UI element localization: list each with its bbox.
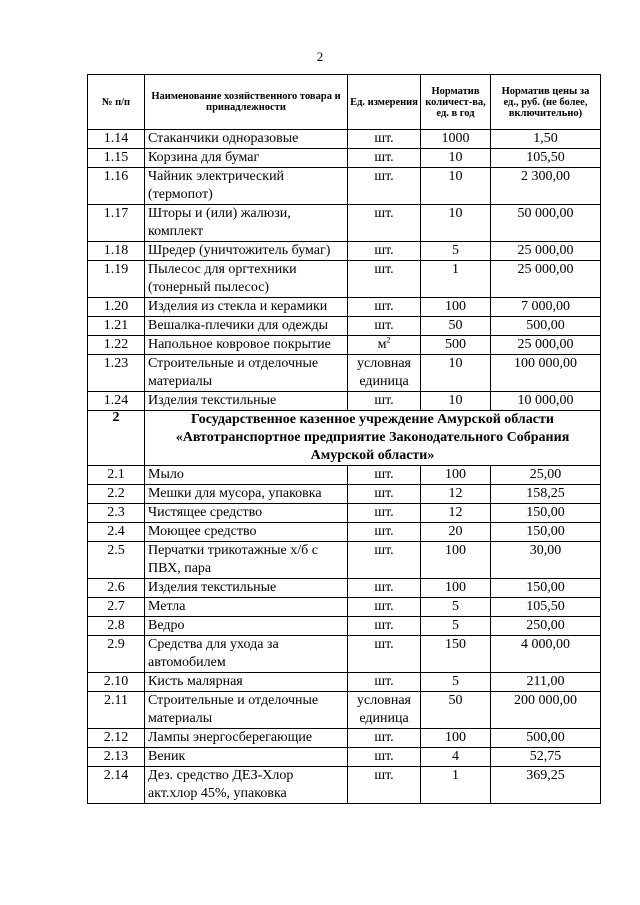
row-number	[88, 617, 145, 636]
unit-of-measure	[348, 336, 421, 355]
unit-of-measure	[348, 636, 421, 673]
row-number-text: 1.15	[103, 150, 129, 165]
row-number-text: 1.14	[103, 131, 129, 146]
unit-of-measure	[348, 617, 421, 636]
price-norm	[491, 636, 601, 673]
quantity-norm	[421, 205, 491, 242]
price-norm	[491, 392, 601, 411]
item-name-text: Дез. средство ДЕЗ-Хлор акт.хлор 45%, упаковка	[148, 768, 294, 801]
unit-of-measure	[348, 168, 421, 205]
table-row	[88, 579, 601, 598]
price-norm	[491, 130, 601, 149]
unit-of-measure	[348, 748, 421, 767]
table-row	[88, 504, 601, 523]
quantity-norm	[421, 336, 491, 355]
price-norm	[491, 729, 601, 748]
unit-of-measure	[348, 542, 421, 579]
row-number	[88, 673, 145, 692]
price-norm	[491, 242, 601, 261]
item-name	[145, 617, 348, 636]
table-row	[88, 729, 601, 748]
quantity-norm	[421, 130, 491, 149]
section-title-line: Амурской области»	[310, 448, 435, 463]
unit-of-measure-text: шт.	[374, 543, 394, 558]
price-norm	[491, 692, 601, 729]
table-row	[88, 673, 601, 692]
row-number-text: 2.10	[103, 674, 129, 689]
item-name	[145, 261, 348, 298]
price-norm	[491, 261, 601, 298]
header-unit: Ед. измерения	[348, 75, 421, 130]
row-number	[88, 261, 145, 298]
unit-of-measure	[348, 149, 421, 168]
quantity-norm-text: 10	[448, 206, 463, 221]
quantity-norm-text: 100	[445, 580, 466, 595]
quantity-norm-text: 5	[452, 599, 459, 614]
unit-of-measure	[348, 261, 421, 298]
item-name	[145, 149, 348, 168]
price-norm-text: 52,75	[529, 749, 562, 764]
table-row	[88, 317, 601, 336]
price-norm	[491, 168, 601, 205]
item-name-text: Пылесос для оргтехники (тонерный пылесос)	[148, 262, 297, 295]
quantity-norm-text: 10	[448, 393, 463, 408]
unit-of-measure-text: шт.	[374, 580, 394, 595]
item-name-text: Корзина для бумаг	[148, 150, 260, 165]
row-number-text: 1.16	[103, 169, 129, 184]
price-norm	[491, 149, 601, 168]
unit-of-measure-text: шт.	[374, 637, 394, 652]
item-name	[145, 355, 348, 392]
unit-of-measure-text: шт.	[374, 505, 394, 520]
price-norm	[491, 617, 601, 636]
price-norm-text: 200 000,00	[514, 693, 577, 708]
item-name-text: Мыло	[148, 467, 184, 482]
row-number-text: 1.18	[103, 243, 129, 258]
row-number-text: 1.21	[103, 318, 129, 333]
table-row	[88, 466, 601, 485]
section2-header	[88, 411, 601, 466]
unit-of-measure-text: шт.	[374, 131, 394, 146]
quantity-norm-text: 5	[452, 674, 459, 689]
row-number-text: 2.6	[107, 580, 125, 595]
item-name	[145, 466, 348, 485]
table-row	[88, 355, 601, 392]
unit-of-measure-text: шт.	[374, 262, 394, 277]
price-norm-text: 7 000,00	[521, 299, 570, 314]
quantity-norm	[421, 523, 491, 542]
unit-of-measure-text: шт.	[374, 467, 394, 482]
quantity-norm-text: 12	[448, 486, 463, 501]
row-number-text: 1.23	[103, 356, 129, 371]
unit-of-measure-text: м	[377, 337, 387, 352]
unit-of-measure	[348, 598, 421, 617]
quantity-norm-text: 10	[448, 150, 463, 165]
row-number-text: 2.13	[103, 749, 129, 764]
quantity-norm-text: 1	[452, 768, 459, 783]
unit-of-measure	[348, 504, 421, 523]
price-norm-text: 25 000,00	[517, 243, 574, 258]
unit-of-measure	[348, 205, 421, 242]
unit-of-measure-text: шт.	[374, 749, 394, 764]
item-name-text: Строительные и отделочные материалы	[148, 693, 319, 726]
unit-of-measure	[348, 523, 421, 542]
price-norm-text: 25,00	[529, 467, 562, 482]
unit-of-measure	[348, 298, 421, 317]
unit-of-measure-text: шт.	[374, 524, 394, 539]
section-row	[88, 411, 601, 466]
quantity-norm	[421, 466, 491, 485]
price-norm	[491, 485, 601, 504]
norms-table	[87, 74, 601, 804]
price-norm	[491, 504, 601, 523]
row-number	[88, 636, 145, 673]
quantity-norm	[421, 504, 491, 523]
item-name	[145, 542, 348, 579]
quantity-norm-text: 5	[452, 243, 459, 258]
price-norm-text: 100 000,00	[514, 356, 577, 371]
row-number	[88, 130, 145, 149]
quantity-norm	[421, 168, 491, 205]
item-name	[145, 392, 348, 411]
price-norm	[491, 466, 601, 485]
unit-of-measure-text: шт.	[374, 730, 394, 745]
item-name	[145, 523, 348, 542]
unit-of-measure-text: шт.	[374, 768, 394, 783]
table-row	[88, 523, 601, 542]
price-norm-text: 25 000,00	[517, 262, 574, 277]
price-norm	[491, 205, 601, 242]
quantity-norm	[421, 636, 491, 673]
row-number	[88, 466, 145, 485]
quantity-norm	[421, 298, 491, 317]
price-norm	[491, 673, 601, 692]
price-norm-text: 10 000,00	[517, 393, 574, 408]
quantity-norm-text: 150	[445, 637, 466, 652]
section-title	[145, 411, 601, 466]
page-number: 2	[316, 49, 324, 64]
item-name	[145, 317, 348, 336]
row-number	[88, 504, 145, 523]
item-name	[145, 767, 348, 804]
item-name	[145, 673, 348, 692]
quantity-norm-text: 1	[452, 262, 459, 277]
row-number	[88, 485, 145, 504]
section-title-line: «Автотранспортное предприятие Законодательного Собрания	[175, 430, 570, 445]
price-norm-text: 2 300,00	[521, 169, 570, 184]
quantity-norm	[421, 729, 491, 748]
unit-of-measure	[348, 729, 421, 748]
row-number	[88, 355, 145, 392]
price-norm-text: 150,00	[526, 580, 565, 595]
price-norm-text: 1,50	[533, 131, 558, 146]
row-number-text: 2.8	[107, 618, 125, 633]
price-norm	[491, 598, 601, 617]
row-number	[88, 149, 145, 168]
unit-of-measure	[348, 392, 421, 411]
item-name-text: Моющее средство	[148, 524, 257, 539]
table-row	[88, 617, 601, 636]
quantity-norm	[421, 748, 491, 767]
row-number-text: 2.4	[107, 524, 125, 539]
unit-of-measure-text: шт.	[374, 674, 394, 689]
quantity-norm-text: 10	[448, 169, 463, 184]
item-name-text: Вешалка-плечики для одежды	[148, 318, 328, 333]
row-number-text: 2.5	[107, 543, 125, 558]
table-row	[88, 205, 601, 242]
row-number	[88, 205, 145, 242]
table-row	[88, 392, 601, 411]
price-norm-text: 369,25	[526, 768, 565, 783]
item-name	[145, 168, 348, 205]
row-number	[88, 748, 145, 767]
unit-of-measure-text: шт.	[374, 599, 394, 614]
unit-of-measure-text: шт.	[374, 486, 394, 501]
row-number-text: 1.17	[103, 206, 129, 221]
table-row	[88, 485, 601, 504]
unit-superscript: 2	[386, 335, 391, 345]
item-name	[145, 242, 348, 261]
item-name-text: Ведро	[148, 618, 185, 633]
unit-of-measure-text: условная единица	[357, 693, 411, 726]
unit-of-measure	[348, 692, 421, 729]
item-name-text: Шторы и (или) жалюзи, комплект	[148, 206, 291, 239]
price-norm-text: 250,00	[526, 618, 565, 633]
unit-of-measure	[348, 485, 421, 504]
row-number	[88, 168, 145, 205]
table-header-row	[88, 75, 601, 130]
price-norm-text: 30,00	[529, 543, 562, 558]
item-name-text: Кисть малярная	[148, 674, 243, 689]
quantity-norm	[421, 673, 491, 692]
item-name	[145, 485, 348, 504]
item-name	[145, 298, 348, 317]
price-norm-text: 105,50	[526, 599, 565, 614]
unit-of-measure-text: шт.	[374, 299, 394, 314]
item-name	[145, 504, 348, 523]
row-number-text: 2.11	[104, 693, 128, 708]
quantity-norm-text: 20	[448, 524, 463, 539]
item-name-text: Напольное ковровое покрытие	[148, 337, 331, 352]
price-norm	[491, 542, 601, 579]
quantity-norm-text: 12	[448, 505, 463, 520]
unit-of-measure	[348, 130, 421, 149]
unit-of-measure-text: шт.	[374, 618, 394, 633]
item-name-text: Изделия текстильные	[148, 580, 277, 595]
quantity-norm-text: 500	[445, 337, 466, 352]
row-number-text: 1.24	[103, 393, 129, 408]
price-norm	[491, 336, 601, 355]
price-norm-text: 500,00	[526, 730, 565, 745]
item-name-text: Чистящее средство	[148, 505, 263, 520]
quantity-norm	[421, 767, 491, 804]
item-name-text: Строительные и отделочные материалы	[148, 356, 319, 389]
row-number-text: 1.20	[103, 299, 129, 314]
quantity-norm-text: 50	[448, 318, 463, 333]
row-number	[88, 317, 145, 336]
price-norm	[491, 355, 601, 392]
unit-of-measure	[348, 355, 421, 392]
header-name: Наименование хозяйственного товара и принадлежности	[145, 75, 348, 130]
item-name-text: Мешки для мусора, упаковка	[148, 486, 322, 501]
price-norm-text: 150,00	[526, 524, 565, 539]
quantity-norm-text: 4	[452, 749, 459, 764]
price-norm-text: 50 000,00	[517, 206, 574, 221]
quantity-norm-text: 5	[452, 618, 459, 633]
row-number	[88, 579, 145, 598]
item-name-text: Изделия текстильные	[148, 393, 277, 408]
quantity-norm	[421, 355, 491, 392]
section-number: 2	[88, 411, 145, 466]
table-row	[88, 130, 601, 149]
row-number-text: 1.19	[103, 262, 129, 277]
unit-of-measure-text: шт.	[374, 393, 394, 408]
row-number-text: 2.14	[103, 768, 129, 783]
quantity-norm	[421, 485, 491, 504]
row-number	[88, 542, 145, 579]
unit-of-measure-text: шт.	[374, 206, 394, 221]
table-row	[88, 542, 601, 579]
unit-of-measure-text: шт.	[374, 150, 394, 165]
table-row	[88, 336, 601, 355]
table-row	[88, 168, 601, 205]
unit-of-measure-text: условная единица	[357, 356, 411, 389]
price-norm	[491, 748, 601, 767]
price-norm-text: 150,00	[526, 505, 565, 520]
unit-of-measure	[348, 579, 421, 598]
item-name-text: Лампы энергосберегающие	[148, 730, 313, 745]
unit-of-measure-text: шт.	[374, 243, 394, 258]
item-name-text: Чайник электрический (термопот)	[148, 169, 285, 202]
price-norm	[491, 579, 601, 598]
price-norm-text: 500,00	[526, 318, 565, 333]
row-number	[88, 692, 145, 729]
unit-of-measure	[348, 242, 421, 261]
quantity-norm	[421, 317, 491, 336]
table-row	[88, 298, 601, 317]
item-name-text: Перчатки трикотажные х/б с ПВХ, пара	[148, 543, 318, 576]
price-norm	[491, 298, 601, 317]
item-name	[145, 579, 348, 598]
item-name	[145, 748, 348, 767]
group2-rows	[88, 466, 601, 804]
row-number	[88, 729, 145, 748]
price-norm-text: 4 000,00	[521, 637, 570, 652]
quantity-norm-text: 1000	[441, 131, 470, 146]
quantity-norm	[421, 579, 491, 598]
item-name	[145, 692, 348, 729]
price-norm-text: 158,25	[526, 486, 565, 501]
unit-of-measure	[348, 466, 421, 485]
header-qty: Норматив количест-ва, ед. в год	[421, 75, 491, 130]
quantity-norm-text: 50	[448, 693, 463, 708]
quantity-norm-text: 100	[445, 467, 466, 482]
row-number	[88, 242, 145, 261]
quantity-norm-text: 100	[445, 730, 466, 745]
price-norm-text: 105,50	[526, 150, 565, 165]
row-number-text: 2.12	[103, 730, 129, 745]
row-number	[88, 523, 145, 542]
quantity-norm	[421, 242, 491, 261]
row-number-text: 2.1	[107, 467, 125, 482]
item-name-text: Стаканчики одноразовые	[148, 131, 299, 146]
item-name	[145, 205, 348, 242]
row-number	[88, 392, 145, 411]
price-norm-text: 211,00	[526, 674, 565, 689]
item-name	[145, 130, 348, 149]
quantity-norm-text: 100	[445, 543, 466, 558]
item-name-text: Изделия из стекла и керамики	[148, 299, 328, 314]
row-number	[88, 598, 145, 617]
quantity-norm	[421, 617, 491, 636]
row-number	[88, 298, 145, 317]
header-price: Норматив цены за ед., руб. (не более, включительно)	[491, 75, 601, 130]
group1-rows	[88, 130, 601, 411]
unit-of-measure-text: шт.	[374, 318, 394, 333]
item-name-text: Веник	[148, 749, 186, 764]
price-norm	[491, 767, 601, 804]
row-number-text: 2.9	[107, 637, 125, 652]
unit-of-measure	[348, 673, 421, 692]
item-name-text: Средства для ухода за автомобилем	[148, 637, 279, 670]
table-row	[88, 149, 601, 168]
item-name	[145, 336, 348, 355]
section-title-line: Государственное казенное учреждение Амурской области	[191, 412, 554, 427]
table-row	[88, 598, 601, 617]
table-row	[88, 242, 601, 261]
row-number-text: 2.2	[107, 486, 125, 501]
row-number-text: 2.7	[107, 599, 125, 614]
price-norm-text: 25 000,00	[517, 337, 574, 352]
price-norm	[491, 317, 601, 336]
table-row	[88, 767, 601, 804]
item-name	[145, 729, 348, 748]
header-num: № п/п	[88, 75, 145, 130]
quantity-norm-text: 10	[448, 356, 463, 371]
item-name	[145, 636, 348, 673]
unit-of-measure	[348, 767, 421, 804]
quantity-norm	[421, 598, 491, 617]
row-number-text: 1.22	[103, 337, 129, 352]
item-name-text: Шредер (уничтожитель бумаг)	[148, 243, 331, 258]
item-name-text: Метла	[148, 599, 186, 614]
item-name	[145, 598, 348, 617]
quantity-norm	[421, 261, 491, 298]
quantity-norm	[421, 692, 491, 729]
unit-of-measure	[348, 317, 421, 336]
table-row	[88, 261, 601, 298]
quantity-norm	[421, 542, 491, 579]
unit-of-measure-text: шт.	[374, 169, 394, 184]
quantity-norm	[421, 149, 491, 168]
quantity-norm-text: 100	[445, 299, 466, 314]
table-row	[88, 636, 601, 673]
table-row	[88, 692, 601, 729]
table-row	[88, 748, 601, 767]
row-number-text: 2.3	[107, 505, 125, 520]
row-number	[88, 336, 145, 355]
row-number	[88, 767, 145, 804]
price-norm	[491, 523, 601, 542]
quantity-norm	[421, 392, 491, 411]
